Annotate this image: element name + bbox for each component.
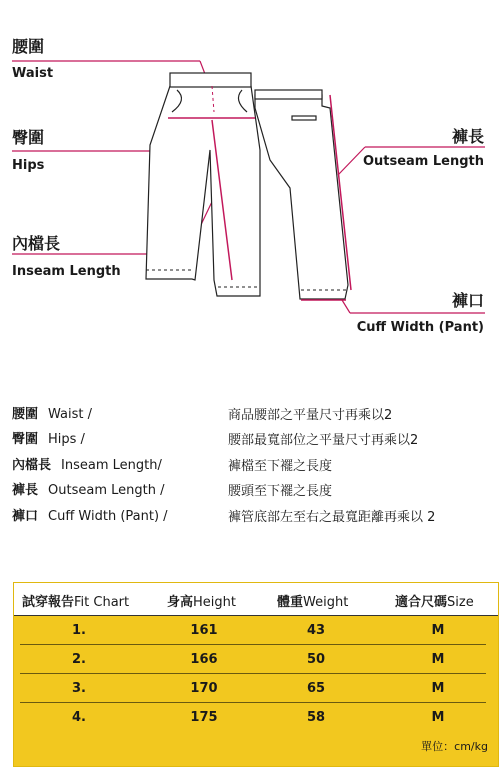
outseam-label-en: Outseam Length <box>362 154 484 169</box>
row-weight: 65 <box>306 681 326 696</box>
hips-label-cn: 臀圍 <box>12 128 45 147</box>
definition-desc: 褲管底部左至右之最寬距離再乘以 2 <box>228 510 436 525</box>
table-row <box>14 645 498 674</box>
row-weight: 50 <box>306 652 326 667</box>
table-row <box>14 703 498 732</box>
definition-desc: 商品腰部之平量尺寸再乘以2 <box>228 408 393 423</box>
definition-desc: 褲檔至下襬之長度 <box>228 459 333 474</box>
definition-term-cn: 褲口 <box>12 509 39 524</box>
definition-row <box>12 479 164 498</box>
definition-term-cn: 腰圍 <box>12 407 39 422</box>
waist-label-cn: 腰圍 <box>12 37 45 56</box>
definition-term-en: Hips / <box>48 432 85 447</box>
fit-chart-table <box>13 582 499 767</box>
table-row <box>14 674 498 703</box>
row-number: 2. <box>72 652 86 667</box>
row-size: M <box>431 710 445 725</box>
header-fit-chart: 試穿報告Fit Chart <box>22 595 130 610</box>
row-height: 166 <box>190 652 218 667</box>
inseam-label-en: Inseam Length <box>12 264 121 279</box>
definition-desc: 腰部最寬部位之平量尺寸再乘以2 <box>228 433 419 448</box>
waist-label-en: Waist <box>12 66 54 81</box>
row-number: 3. <box>72 681 86 696</box>
row-size: M <box>431 652 445 667</box>
definition-row <box>12 505 168 524</box>
inseam-label-cn: 內檔長 <box>12 234 61 253</box>
cuff-label-cn: 褲口 <box>451 291 484 310</box>
definition-row <box>12 403 92 422</box>
fit-chart-header <box>14 583 498 616</box>
definition-term-cn: 內檔長 <box>12 458 52 473</box>
row-size: M <box>431 681 445 696</box>
row-weight: 43 <box>306 623 326 638</box>
definition-term-cn: 臀圍 <box>12 432 39 447</box>
row-number: 4. <box>72 710 86 725</box>
header-weight: 體重Weight <box>277 595 349 610</box>
outseam-label-cn: 褲長 <box>451 127 484 146</box>
row-height: 161 <box>190 623 218 638</box>
table-row <box>14 616 498 645</box>
cuff-label-en: Cuff Width (Pant) <box>356 320 484 335</box>
row-height: 175 <box>190 710 218 725</box>
header-size: 適合尺碼Size <box>395 595 474 610</box>
definition-term-en: Cuff Width (Pant) / <box>48 509 168 524</box>
definition-row <box>12 454 162 473</box>
row-number: 1. <box>72 623 86 638</box>
hips-label-en: Hips <box>12 158 45 173</box>
unit-note: 單位：cm/kg <box>421 740 488 753</box>
definition-row <box>12 428 85 447</box>
row-weight: 58 <box>306 710 326 725</box>
definition-term-cn: 褲長 <box>12 483 39 498</box>
header-height: 身高Height <box>167 595 236 610</box>
definition-term-en: Waist / <box>48 407 92 422</box>
definition-term-en: Inseam Length/ <box>61 458 162 473</box>
definition-desc: 腰頭至下襬之長度 <box>228 484 333 499</box>
row-height: 170 <box>190 681 218 696</box>
definition-term-en: Outseam Length / <box>48 483 165 498</box>
row-size: M <box>431 623 445 638</box>
